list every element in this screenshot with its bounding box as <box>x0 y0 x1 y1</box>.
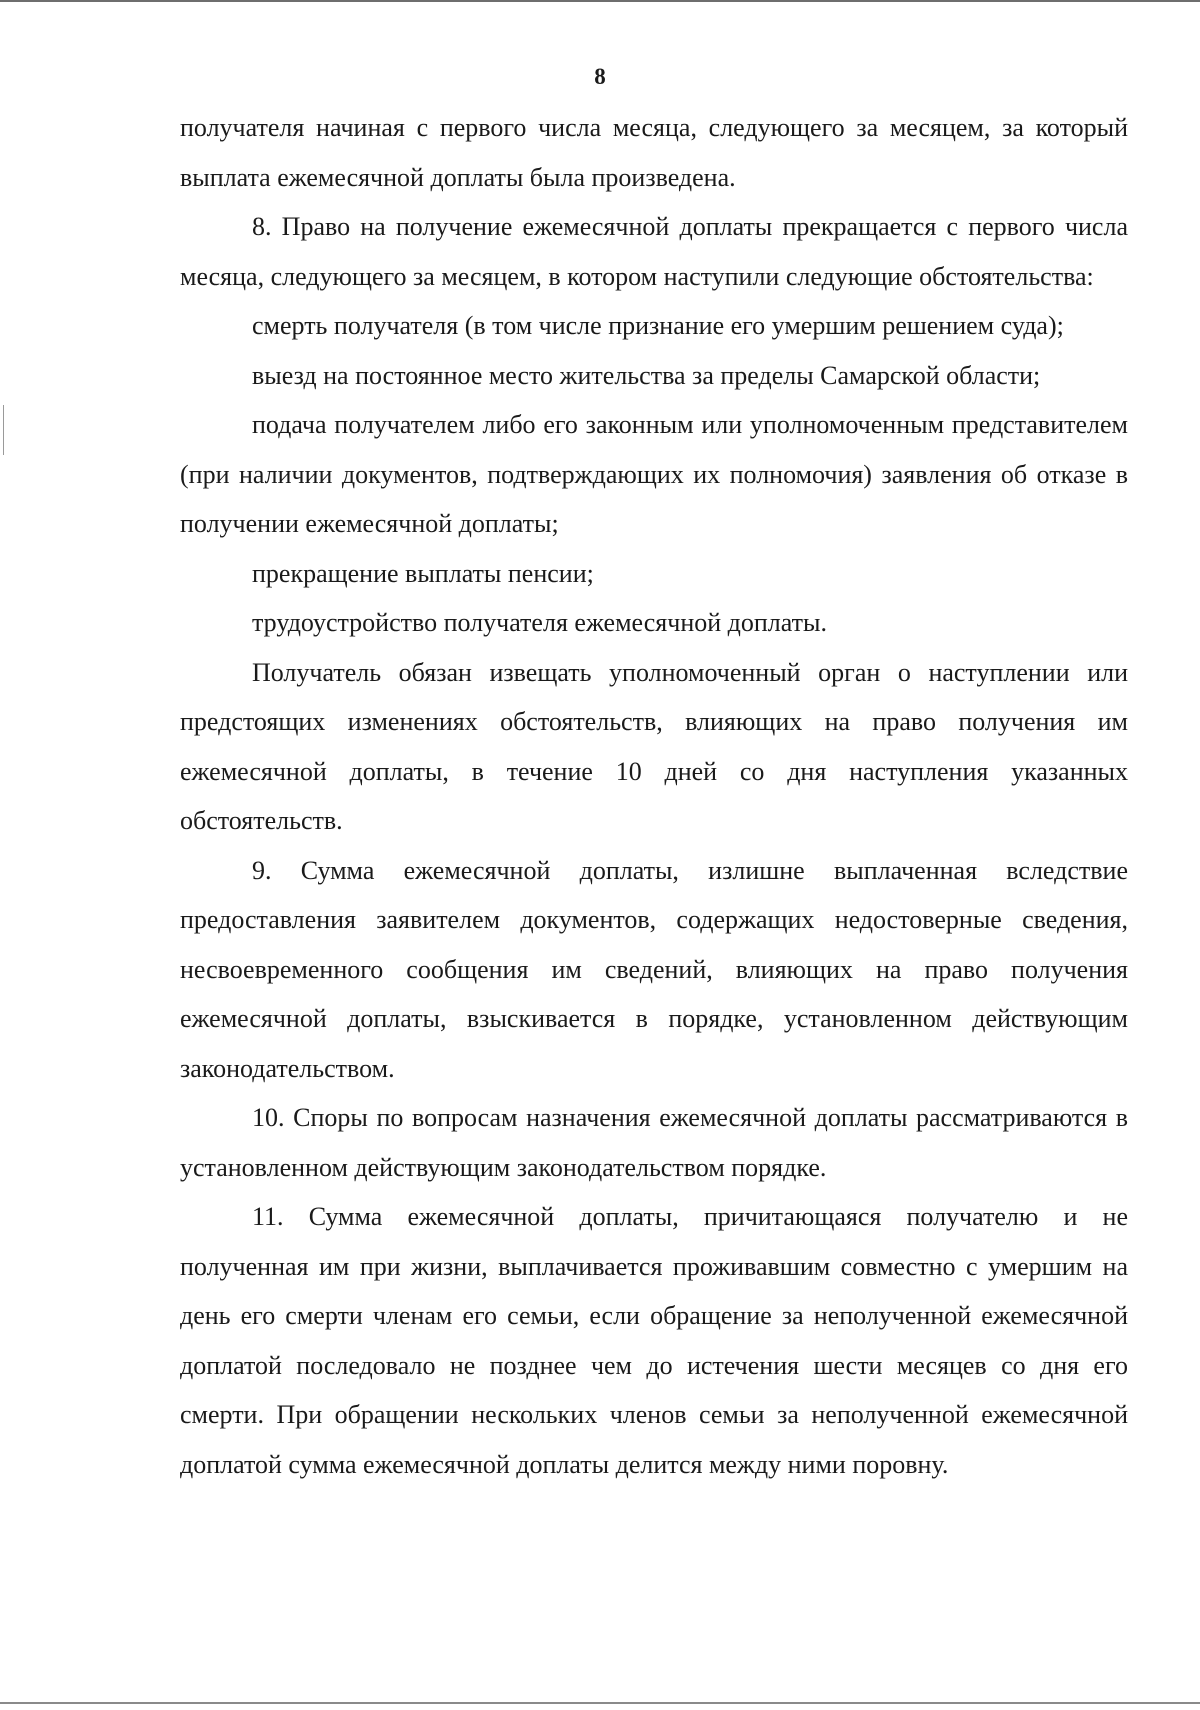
paragraph-item-9: 9. Сумма ежемесячной доплаты, излишне выплаченная вследствие предоставления заявителем документов, содержащих недостоверные сведения, несвоевременного сообщения им сведений, влияющих на право получения ежемесячной доплаты, взыскивается в порядке, установленном действующим законодательством. <box>180 855 1128 1083</box>
paragraph-item-10: 10. Споры по вопросам назначения ежемесячной доплаты рассматриваются в установленном действующим законодательством порядке. <box>180 1103 1128 1182</box>
paragraph-circumstance-refusal: подача получателем либо его законным или уполномоченным представителем (при наличии документов, подтверждающих их полномочия) заявления об отказе в получении ежемесячной доплаты; <box>180 410 1128 538</box>
paragraph-circumstance-death: смерть получателя (в том числе признание его умершим решением суда); <box>252 311 1064 340</box>
paragraph-circumstance-relocation: выезд на постоянное место жительства за пределы Самарской области; <box>252 360 1041 390</box>
page-number: 8 <box>594 64 606 89</box>
paragraph-notification-duty: Получатель обязан извещать уполномоченный орган о наступлении или предстоящих изменениях обстоятельств, влияющих на право получения им ежемесячной доплаты, в течение 10 дней со дня наступления указанных обстоятельств. <box>180 657 1128 835</box>
paragraph-circumstance-employment: трудоустройство получателя ежемесячной доплаты. <box>252 608 827 637</box>
document-body <box>180 103 1128 1489</box>
paragraph-item-8: 8. Право на получение ежемесячной доплаты прекращается с первого числа месяца, следующего за месяцем, в котором наступили следующие обстоятельства: <box>180 212 1128 291</box>
paragraph-item-11: 11. Сумма ежемесячной доплаты, причитающаяся получателю и не полученная им при жизни, выплачивается проживавшим совместно с умершим на день его смерти членам его семьи, если обращение за неполученной ежемесячной доплатой последовало не позднее чем до истечения шести месяцев со дня его смерти. При обращении нескольких членов семьи за неполученной ежемесячной доплатой сумма ежемесячной доплаты делится между ними поровну. <box>180 1202 1128 1479</box>
scan-mark <box>3 405 4 455</box>
scan-edge-top <box>0 0 1200 2</box>
paragraph-continuation: получателя начиная с первого числа месяца, следующего за месяцем, за который выплата ежемесячной доплаты была произведена. <box>180 113 1128 192</box>
scan-edge-bottom <box>0 1702 1200 1704</box>
paragraph-circumstance-pension-stop: прекращение выплаты пенсии; <box>252 558 594 588</box>
